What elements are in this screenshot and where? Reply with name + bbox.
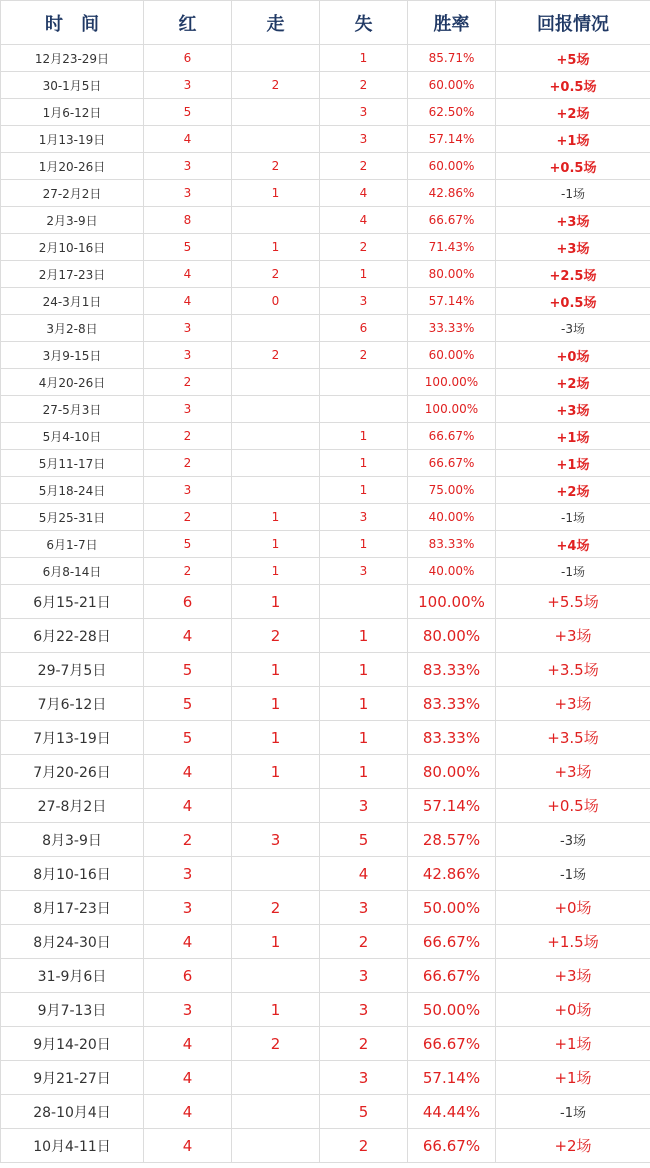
header-loss: 失 bbox=[320, 1, 408, 45]
cell-time: 1月6-12日 bbox=[1, 99, 144, 126]
cell-loss: 3 bbox=[320, 789, 408, 823]
cell-time: 27-2月2日 bbox=[1, 180, 144, 207]
cell-loss: 3 bbox=[320, 558, 408, 585]
cell-time: 27-8月2日 bbox=[1, 789, 144, 823]
cell-time: 28-10月4日 bbox=[1, 1095, 144, 1129]
table-row bbox=[1, 687, 650, 721]
table-row bbox=[1, 450, 650, 477]
cell-win-rate: 66.67% bbox=[408, 1027, 496, 1061]
cell-loss: 3 bbox=[320, 99, 408, 126]
cell-return: +0.5场 bbox=[496, 288, 650, 315]
cell-loss bbox=[320, 396, 408, 423]
cell-win: 3 bbox=[144, 993, 232, 1027]
cell-push bbox=[232, 99, 320, 126]
cell-loss: 2 bbox=[320, 1129, 408, 1163]
cell-return: +1场 bbox=[496, 126, 650, 153]
cell-win-rate: 100.00% bbox=[408, 585, 496, 619]
cell-return: +4场 bbox=[496, 531, 650, 558]
cell-win: 3 bbox=[144, 891, 232, 925]
cell-loss: 6 bbox=[320, 315, 408, 342]
cell-loss: 4 bbox=[320, 180, 408, 207]
cell-win-rate: 28.57% bbox=[408, 823, 496, 857]
cell-win: 4 bbox=[144, 789, 232, 823]
cell-time: 7月6-12日 bbox=[1, 687, 144, 721]
cell-loss: 1 bbox=[320, 423, 408, 450]
table-row bbox=[1, 180, 650, 207]
cell-win: 2 bbox=[144, 823, 232, 857]
cell-loss: 1 bbox=[320, 450, 408, 477]
cell-loss: 2 bbox=[320, 925, 408, 959]
cell-win: 3 bbox=[144, 153, 232, 180]
cell-return: +1.5场 bbox=[496, 925, 650, 959]
cell-win: 2 bbox=[144, 558, 232, 585]
table-row bbox=[1, 1027, 650, 1061]
cell-push: 2 bbox=[232, 261, 320, 288]
cell-win: 4 bbox=[144, 755, 232, 789]
cell-win-rate: 44.44% bbox=[408, 1095, 496, 1129]
cell-win: 4 bbox=[144, 126, 232, 153]
table-row bbox=[1, 99, 650, 126]
cell-win: 4 bbox=[144, 619, 232, 653]
cell-win-rate: 80.00% bbox=[408, 755, 496, 789]
cell-push bbox=[232, 396, 320, 423]
cell-return: +2.5场 bbox=[496, 261, 650, 288]
cell-loss: 4 bbox=[320, 857, 408, 891]
cell-win: 5 bbox=[144, 99, 232, 126]
cell-time: 2月10-16日 bbox=[1, 234, 144, 261]
cell-return: +0.5场 bbox=[496, 72, 650, 99]
table-row bbox=[1, 925, 650, 959]
cell-time: 8月24-30日 bbox=[1, 925, 144, 959]
cell-win: 5 bbox=[144, 721, 232, 755]
cell-push: 1 bbox=[232, 993, 320, 1027]
cell-push: 2 bbox=[232, 342, 320, 369]
cell-win: 5 bbox=[144, 687, 232, 721]
table-row bbox=[1, 891, 650, 925]
cell-loss: 1 bbox=[320, 653, 408, 687]
table-body bbox=[1, 45, 650, 1163]
cell-win: 2 bbox=[144, 423, 232, 450]
cell-return: +5场 bbox=[496, 45, 650, 72]
cell-loss: 1 bbox=[320, 45, 408, 72]
cell-loss: 2 bbox=[320, 72, 408, 99]
cell-win-rate: 66.67% bbox=[408, 925, 496, 959]
cell-return: +1场 bbox=[496, 423, 650, 450]
cell-loss bbox=[320, 369, 408, 396]
cell-loss: 1 bbox=[320, 619, 408, 653]
cell-win-rate: 42.86% bbox=[408, 180, 496, 207]
cell-time: 6月8-14日 bbox=[1, 558, 144, 585]
cell-win-rate: 85.71% bbox=[408, 45, 496, 72]
cell-push bbox=[232, 1129, 320, 1163]
cell-win: 6 bbox=[144, 959, 232, 993]
header-win-rate: 胜率 bbox=[408, 1, 496, 45]
cell-return: +3场 bbox=[496, 959, 650, 993]
cell-return: +3.5场 bbox=[496, 653, 650, 687]
cell-push bbox=[232, 789, 320, 823]
cell-win: 4 bbox=[144, 1027, 232, 1061]
cell-push: 2 bbox=[232, 891, 320, 925]
cell-win: 5 bbox=[144, 234, 232, 261]
cell-time: 7月13-19日 bbox=[1, 721, 144, 755]
cell-return: -1场 bbox=[496, 857, 650, 891]
table-row bbox=[1, 342, 650, 369]
cell-push bbox=[232, 423, 320, 450]
cell-time: 8月3-9日 bbox=[1, 823, 144, 857]
table-row bbox=[1, 558, 650, 585]
cell-win: 3 bbox=[144, 396, 232, 423]
cell-win-rate: 83.33% bbox=[408, 653, 496, 687]
cell-return: +2场 bbox=[496, 369, 650, 396]
cell-win: 3 bbox=[144, 477, 232, 504]
cell-win: 6 bbox=[144, 585, 232, 619]
cell-loss: 5 bbox=[320, 823, 408, 857]
table-row bbox=[1, 959, 650, 993]
cell-time: 6月22-28日 bbox=[1, 619, 144, 653]
cell-return: +0.5场 bbox=[496, 153, 650, 180]
table-row bbox=[1, 619, 650, 653]
cell-push: 1 bbox=[232, 755, 320, 789]
cell-time: 9月21-27日 bbox=[1, 1061, 144, 1095]
cell-return: +3场 bbox=[496, 207, 650, 234]
cell-time: 9月7-13日 bbox=[1, 993, 144, 1027]
cell-push bbox=[232, 45, 320, 72]
cell-return: +2场 bbox=[496, 477, 650, 504]
cell-push: 1 bbox=[232, 721, 320, 755]
cell-time: 29-7月5日 bbox=[1, 653, 144, 687]
cell-return: +5.5场 bbox=[496, 585, 650, 619]
cell-loss: 3 bbox=[320, 126, 408, 153]
cell-return: +3场 bbox=[496, 234, 650, 261]
cell-win-rate: 40.00% bbox=[408, 558, 496, 585]
cell-push bbox=[232, 857, 320, 891]
table-row bbox=[1, 126, 650, 153]
header-win: 红 bbox=[144, 1, 232, 45]
table-row bbox=[1, 288, 650, 315]
cell-win: 2 bbox=[144, 504, 232, 531]
cell-return: -3场 bbox=[496, 823, 650, 857]
cell-time: 5月11-17日 bbox=[1, 450, 144, 477]
cell-win-rate: 60.00% bbox=[408, 72, 496, 99]
cell-push bbox=[232, 315, 320, 342]
cell-push: 1 bbox=[232, 180, 320, 207]
cell-return: +3场 bbox=[496, 396, 650, 423]
cell-loss: 4 bbox=[320, 207, 408, 234]
cell-push: 1 bbox=[232, 925, 320, 959]
cell-return: +3.5场 bbox=[496, 721, 650, 755]
cell-return: +2场 bbox=[496, 99, 650, 126]
cell-win: 2 bbox=[144, 450, 232, 477]
table-row bbox=[1, 789, 650, 823]
table-row bbox=[1, 423, 650, 450]
cell-win: 2 bbox=[144, 369, 232, 396]
cell-win-rate: 66.67% bbox=[408, 423, 496, 450]
header-return: 回报情况 bbox=[496, 1, 650, 45]
cell-win-rate: 83.33% bbox=[408, 687, 496, 721]
cell-win: 8 bbox=[144, 207, 232, 234]
cell-win-rate: 57.14% bbox=[408, 126, 496, 153]
cell-win: 5 bbox=[144, 531, 232, 558]
table-row bbox=[1, 993, 650, 1027]
cell-win: 3 bbox=[144, 315, 232, 342]
cell-push bbox=[232, 959, 320, 993]
cell-push: 1 bbox=[232, 558, 320, 585]
cell-loss: 1 bbox=[320, 755, 408, 789]
cell-push bbox=[232, 1061, 320, 1095]
cell-win-rate: 66.67% bbox=[408, 450, 496, 477]
cell-loss: 1 bbox=[320, 687, 408, 721]
cell-win-rate: 60.00% bbox=[408, 342, 496, 369]
table-row bbox=[1, 315, 650, 342]
cell-push: 2 bbox=[232, 1027, 320, 1061]
cell-win-rate: 80.00% bbox=[408, 619, 496, 653]
cell-loss bbox=[320, 585, 408, 619]
cell-time: 5月4-10日 bbox=[1, 423, 144, 450]
cell-win: 4 bbox=[144, 1061, 232, 1095]
cell-win-rate: 100.00% bbox=[408, 369, 496, 396]
cell-push bbox=[232, 477, 320, 504]
cell-return: -1场 bbox=[496, 180, 650, 207]
table-row bbox=[1, 369, 650, 396]
cell-loss: 5 bbox=[320, 1095, 408, 1129]
table-row bbox=[1, 207, 650, 234]
cell-win-rate: 83.33% bbox=[408, 531, 496, 558]
cell-win: 5 bbox=[144, 653, 232, 687]
cell-win: 3 bbox=[144, 180, 232, 207]
cell-time: 3月9-15日 bbox=[1, 342, 144, 369]
table-row bbox=[1, 1129, 650, 1163]
cell-return: +0场 bbox=[496, 342, 650, 369]
cell-win-rate: 66.67% bbox=[408, 959, 496, 993]
cell-loss: 3 bbox=[320, 993, 408, 1027]
cell-time: 1月13-19日 bbox=[1, 126, 144, 153]
cell-time: 4月20-26日 bbox=[1, 369, 144, 396]
cell-loss: 2 bbox=[320, 234, 408, 261]
cell-win-rate: 80.00% bbox=[408, 261, 496, 288]
cell-loss: 3 bbox=[320, 288, 408, 315]
cell-loss: 1 bbox=[320, 261, 408, 288]
table-row bbox=[1, 504, 650, 531]
cell-win-rate: 57.14% bbox=[408, 288, 496, 315]
cell-time: 31-9月6日 bbox=[1, 959, 144, 993]
cell-loss: 1 bbox=[320, 721, 408, 755]
table-row bbox=[1, 261, 650, 288]
cell-time: 8月17-23日 bbox=[1, 891, 144, 925]
cell-win: 4 bbox=[144, 288, 232, 315]
cell-time: 12月23-29日 bbox=[1, 45, 144, 72]
cell-win: 4 bbox=[144, 261, 232, 288]
cell-return: +0场 bbox=[496, 891, 650, 925]
cell-time: 8月10-16日 bbox=[1, 857, 144, 891]
cell-win-rate: 33.33% bbox=[408, 315, 496, 342]
cell-push: 2 bbox=[232, 619, 320, 653]
cell-push: 1 bbox=[232, 234, 320, 261]
cell-time: 9月14-20日 bbox=[1, 1027, 144, 1061]
cell-push bbox=[232, 369, 320, 396]
cell-push bbox=[232, 450, 320, 477]
header-row bbox=[1, 1, 650, 45]
cell-push bbox=[232, 126, 320, 153]
table-row bbox=[1, 45, 650, 72]
cell-loss: 3 bbox=[320, 891, 408, 925]
cell-push: 2 bbox=[232, 72, 320, 99]
cell-push: 1 bbox=[232, 585, 320, 619]
table-row bbox=[1, 823, 650, 857]
cell-win-rate: 66.67% bbox=[408, 1129, 496, 1163]
table-row bbox=[1, 477, 650, 504]
cell-win-rate: 62.50% bbox=[408, 99, 496, 126]
cell-loss: 2 bbox=[320, 153, 408, 180]
cell-win-rate: 71.43% bbox=[408, 234, 496, 261]
cell-loss: 3 bbox=[320, 1061, 408, 1095]
cell-return: +2场 bbox=[496, 1129, 650, 1163]
cell-win-rate: 57.14% bbox=[408, 1061, 496, 1095]
table-row bbox=[1, 531, 650, 558]
cell-loss: 2 bbox=[320, 1027, 408, 1061]
cell-win: 4 bbox=[144, 1095, 232, 1129]
cell-return: +0.5场 bbox=[496, 789, 650, 823]
cell-time: 7月20-26日 bbox=[1, 755, 144, 789]
cell-push bbox=[232, 207, 320, 234]
cell-time: 5月25-31日 bbox=[1, 504, 144, 531]
cell-loss: 1 bbox=[320, 531, 408, 558]
cell-return: +3场 bbox=[496, 755, 650, 789]
cell-push: 1 bbox=[232, 687, 320, 721]
cell-loss: 3 bbox=[320, 504, 408, 531]
cell-win-rate: 83.33% bbox=[408, 721, 496, 755]
table-row bbox=[1, 234, 650, 261]
cell-time: 24-3月1日 bbox=[1, 288, 144, 315]
cell-win-rate: 60.00% bbox=[408, 153, 496, 180]
cell-time: 27-5月3日 bbox=[1, 396, 144, 423]
cell-win-rate: 50.00% bbox=[408, 993, 496, 1027]
table-row bbox=[1, 72, 650, 99]
cell-loss: 2 bbox=[320, 342, 408, 369]
cell-time: 1月20-26日 bbox=[1, 153, 144, 180]
table-row bbox=[1, 1061, 650, 1095]
cell-win-rate: 50.00% bbox=[408, 891, 496, 925]
header-push: 走 bbox=[232, 1, 320, 45]
cell-push: 1 bbox=[232, 653, 320, 687]
table-row bbox=[1, 153, 650, 180]
cell-time: 10月4-11日 bbox=[1, 1129, 144, 1163]
cell-time: 5月18-24日 bbox=[1, 477, 144, 504]
cell-return: +0场 bbox=[496, 993, 650, 1027]
table-row bbox=[1, 1095, 650, 1129]
cell-win: 3 bbox=[144, 72, 232, 99]
cell-return: -1场 bbox=[496, 1095, 650, 1129]
cell-return: +3场 bbox=[496, 619, 650, 653]
cell-time: 2月3-9日 bbox=[1, 207, 144, 234]
table-row bbox=[1, 653, 650, 687]
cell-win-rate: 42.86% bbox=[408, 857, 496, 891]
cell-time: 6月1-7日 bbox=[1, 531, 144, 558]
cell-return: -1场 bbox=[496, 504, 650, 531]
cell-push: 3 bbox=[232, 823, 320, 857]
cell-return: +3场 bbox=[496, 687, 650, 721]
cell-win: 3 bbox=[144, 857, 232, 891]
cell-return: +1场 bbox=[496, 1061, 650, 1095]
table-row bbox=[1, 755, 650, 789]
cell-win-rate: 57.14% bbox=[408, 789, 496, 823]
cell-time: 2月17-23日 bbox=[1, 261, 144, 288]
cell-win-rate: 100.00% bbox=[408, 396, 496, 423]
cell-win-rate: 75.00% bbox=[408, 477, 496, 504]
cell-time: 3月2-8日 bbox=[1, 315, 144, 342]
cell-time: 6月15-21日 bbox=[1, 585, 144, 619]
cell-push: 1 bbox=[232, 531, 320, 558]
cell-win: 4 bbox=[144, 1129, 232, 1163]
cell-push: 0 bbox=[232, 288, 320, 315]
table-row bbox=[1, 721, 650, 755]
table-row bbox=[1, 585, 650, 619]
cell-win-rate: 40.00% bbox=[408, 504, 496, 531]
cell-push: 1 bbox=[232, 504, 320, 531]
cell-loss: 1 bbox=[320, 477, 408, 504]
header-time: 时 间 bbox=[1, 1, 144, 45]
cell-win: 4 bbox=[144, 925, 232, 959]
table-row bbox=[1, 857, 650, 891]
cell-win-rate: 66.67% bbox=[408, 207, 496, 234]
cell-win: 3 bbox=[144, 342, 232, 369]
cell-return: +1场 bbox=[496, 1027, 650, 1061]
table-row bbox=[1, 396, 650, 423]
cell-return: -1场 bbox=[496, 558, 650, 585]
cell-loss: 3 bbox=[320, 959, 408, 993]
cell-push bbox=[232, 1095, 320, 1129]
cell-time: 30-1月5日 bbox=[1, 72, 144, 99]
cell-win: 6 bbox=[144, 45, 232, 72]
cell-push: 2 bbox=[232, 153, 320, 180]
cell-return: -3场 bbox=[496, 315, 650, 342]
cell-return: +1场 bbox=[496, 450, 650, 477]
